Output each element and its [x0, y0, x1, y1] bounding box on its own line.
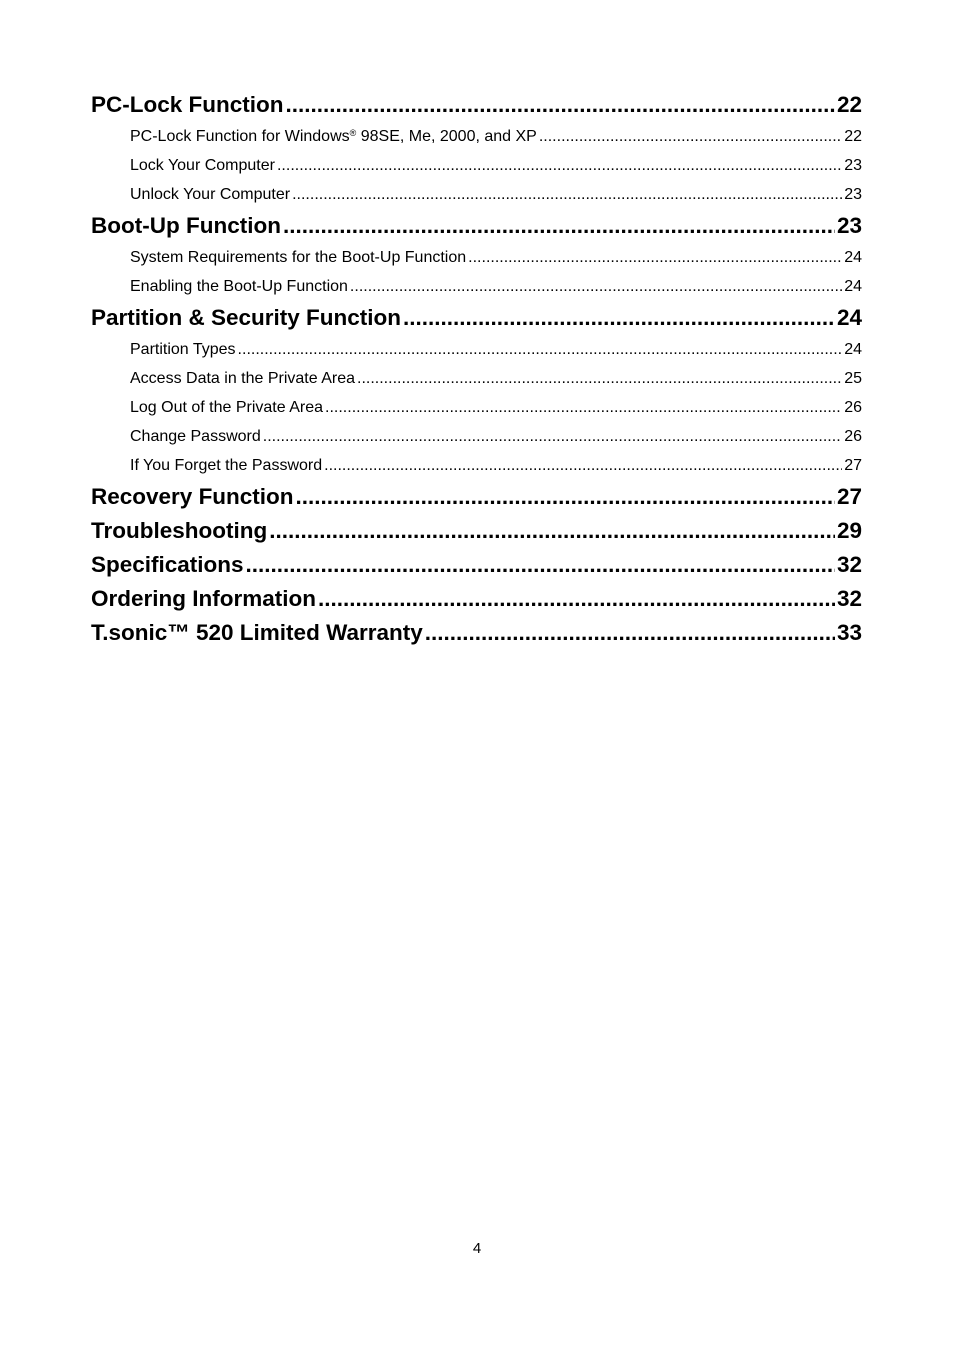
toc-entry-label: System Requirements for the Boot-Up Function — [130, 249, 467, 266]
toc-entry-label: Ordering Information — [91, 586, 316, 611]
dot-leader — [403, 301, 835, 335]
toc-section-entry[interactable] — [91, 514, 862, 548]
toc-subsection-entry[interactable] — [91, 335, 862, 364]
toc-section-entry[interactable] — [91, 88, 862, 122]
dot-leader — [324, 451, 842, 480]
toc-section-entry[interactable] — [91, 301, 862, 335]
toc-entry-label: PC-Lock Function for Windows® 98SE, Me, 2000, and XP — [130, 128, 537, 145]
dot-leader — [277, 151, 842, 180]
dot-leader — [318, 582, 835, 616]
toc-section-entry[interactable] — [91, 616, 862, 650]
toc-entry-page-number: 26 — [844, 428, 862, 445]
dot-leader — [238, 335, 843, 364]
toc-entry-page-number: 32 — [836, 586, 862, 611]
dot-leader — [286, 88, 835, 122]
toc-entry-page-number: 26 — [844, 399, 862, 416]
toc-subsection-entry[interactable] — [91, 180, 862, 209]
toc-entry-page-number: 22 — [836, 92, 862, 117]
toc-entry-page-number: 29 — [836, 518, 862, 543]
toc-entry-page-number: 24 — [844, 249, 862, 266]
dot-leader — [539, 122, 842, 151]
toc-section-entry[interactable] — [91, 548, 862, 582]
toc-entry-label: T.sonic™ 520 Limited Warranty — [91, 620, 423, 645]
toc-entry-page-number: 23 — [836, 213, 862, 238]
toc-entry-label: Boot-Up Function — [91, 213, 281, 238]
toc-subsection-entry[interactable] — [91, 451, 862, 480]
toc-subsection-entry[interactable] — [91, 243, 862, 272]
registered-mark: ® — [349, 128, 357, 138]
dot-leader — [292, 180, 842, 209]
toc-subsection-entry[interactable] — [91, 122, 862, 151]
toc-entry-page-number: 27 — [844, 457, 862, 474]
toc-entry-page-number: 22 — [844, 128, 862, 145]
toc-subsection-entry[interactable] — [91, 364, 862, 393]
dot-leader — [246, 548, 835, 582]
toc-entry-label: Recovery Function — [91, 484, 294, 509]
toc-section-entry[interactable] — [91, 209, 862, 243]
toc-subsection-entry[interactable] — [91, 422, 862, 451]
toc-entry-label: Unlock Your Computer — [130, 186, 291, 203]
dot-leader — [263, 422, 842, 451]
toc-entry-label: Lock Your Computer — [130, 157, 275, 174]
dot-leader — [283, 209, 835, 243]
toc-entry-page-number: 25 — [844, 370, 862, 387]
dot-leader — [269, 514, 835, 548]
dot-leader — [350, 272, 842, 301]
dot-leader — [296, 480, 835, 514]
toc-subsection-entry[interactable] — [91, 393, 862, 422]
page-number: 4 — [472, 1240, 482, 1257]
toc-entry-page-number: 24 — [836, 305, 862, 330]
toc-entry-label: Troubleshooting — [91, 518, 268, 543]
toc-entry-page-number: 24 — [844, 341, 862, 358]
dot-leader — [325, 393, 842, 422]
toc-entry-label: Partition & Security Function — [91, 305, 402, 330]
toc-entry-page-number: 33 — [836, 620, 862, 645]
toc-subsection-entry[interactable] — [91, 272, 862, 301]
toc-entry-label: Partition Types — [130, 341, 236, 358]
toc-entry-label: Access Data in the Private Area — [130, 370, 355, 387]
dot-leader — [468, 243, 842, 272]
toc-entry-page-number: 32 — [836, 552, 862, 577]
toc-entry-page-number: 27 — [836, 484, 862, 509]
toc-section-entry[interactable] — [91, 582, 862, 616]
toc-entry-label: If You Forget the Password — [130, 457, 323, 474]
toc-entry-label: PC-Lock Function — [91, 92, 284, 117]
toc-subsection-entry[interactable] — [91, 151, 862, 180]
toc-entry-label: Enabling the Boot-Up Function — [130, 278, 348, 295]
table-of-contents — [91, 88, 862, 650]
dot-leader — [425, 616, 835, 650]
dot-leader — [357, 364, 842, 393]
toc-entry-label: Change Password — [130, 428, 261, 445]
toc-entry-page-number: 23 — [844, 157, 862, 174]
toc-entry-page-number: 24 — [844, 278, 862, 295]
toc-entry-page-number: 23 — [844, 186, 862, 203]
toc-section-entry[interactable] — [91, 480, 862, 514]
toc-entry-label: Specifications — [91, 552, 244, 577]
toc-entry-label: Log Out of the Private Area — [130, 399, 324, 416]
